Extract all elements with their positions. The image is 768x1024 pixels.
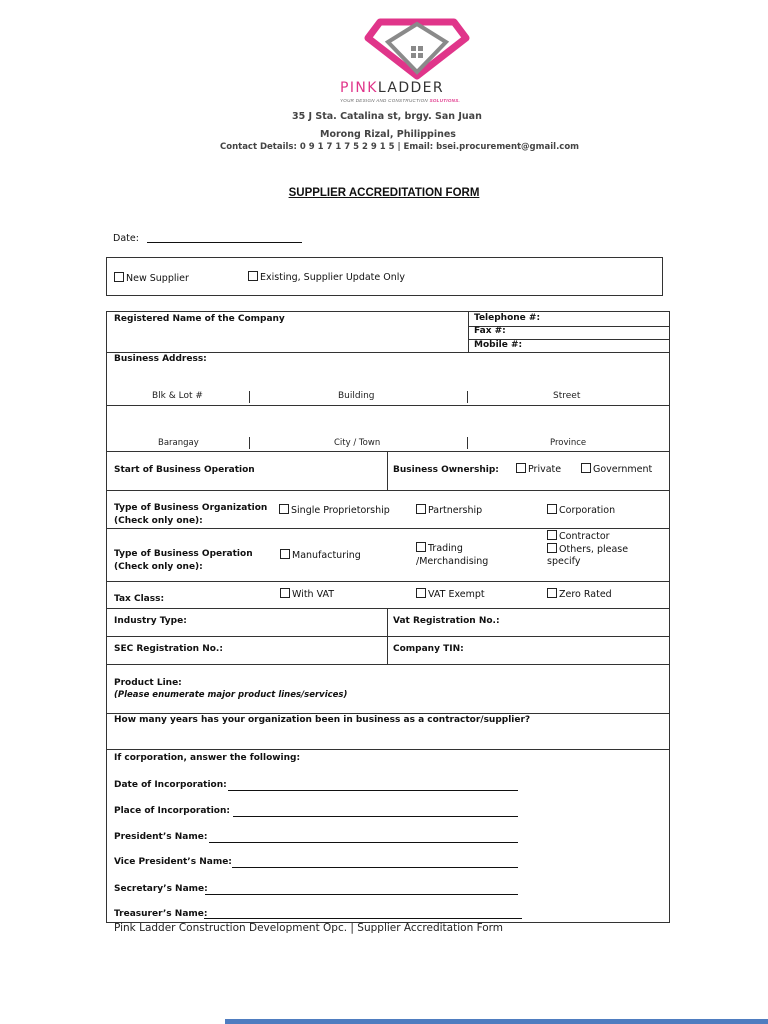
president-label: President’s Name: [114,832,208,842]
place-incorporation-field[interactable] [233,816,518,817]
partnership-checkbox[interactable] [416,504,426,514]
footer-accent-bar [225,1019,768,1024]
vice-president-field[interactable] [232,867,518,868]
others-label: Others, please [559,544,629,555]
with-vat-label: With VAT [292,589,335,600]
treasurer-label: Treasurer’s Name: [114,909,208,919]
date-field[interactable] [147,242,302,243]
corporation-checkbox[interactable] [547,504,557,514]
business-address-label: Business Address: [114,354,207,364]
tagline-text: YOUR DESIGN AND CONSTRUCTION [340,98,428,103]
brand-name [340,80,470,96]
brand-tagline [340,98,460,103]
president-field[interactable] [209,842,518,843]
street-label: Street [553,391,581,401]
vat-exempt-label: VAT Exempt [428,589,485,600]
trading-checkbox[interactable] [416,542,426,552]
op-type-label-1: Type of Business Operation [114,549,253,559]
op-type-label-2: (Check only one): [114,562,203,572]
government-checkbox[interactable] [581,463,591,473]
product-line-note: (Please enumerate major product lines/services) [114,690,348,700]
treasurer-field[interactable] [204,918,522,919]
partnership-label: Partnership [428,505,483,516]
zero-rated-label: Zero Rated [559,589,612,600]
single-proprietorship-checkbox[interactable] [279,504,289,514]
organization-label-1: Type of Business Organization [114,503,268,513]
vat-exempt-checkbox[interactable] [416,588,426,598]
brand-name-pink: PINK [340,80,378,96]
existing-supplier-label: Existing, Supplier Update Only [260,272,406,283]
start-operation-label: Start of Business Operation [114,465,255,475]
manufacturing-label: Manufacturing [292,550,361,561]
telephone-label: Telephone #: [474,313,541,323]
organization-label-2: (Check only one): [114,516,203,526]
registered-name-label: Registered Name of the Company [114,314,285,324]
existing-supplier-option[interactable] [248,271,405,283]
with-vat-checkbox[interactable] [280,588,290,598]
private-label: Private [528,464,562,475]
ownership-label: Business Ownership: [393,465,499,475]
partnership-option[interactable] [416,504,482,516]
government-label: Government [593,464,653,475]
page-footer: Pink Ladder Construction Development Opc. | Supplier Accreditation Form [114,922,504,934]
date-label: Date: [113,233,139,244]
industry-type-label: Industry Type: [114,616,187,626]
vat-registration-label: Vat Registration No.: [393,616,500,626]
secretary-label: Secretary’s Name: [114,884,208,894]
single-proprietorship-option[interactable] [279,504,390,516]
others-checkbox[interactable] [547,543,557,553]
tax-class-label: Tax Class: [114,594,165,604]
contractor-checkbox[interactable] [547,530,557,540]
corporation-label: Corporation [559,505,616,516]
others-option[interactable] [547,543,628,555]
others-label-2: specify [547,556,581,567]
private-option[interactable] [516,463,561,475]
new-supplier-checkbox[interactable] [114,272,124,282]
sec-registration-label: SEC Registration No.: [114,644,223,654]
brand-name-gray: LADDER [377,80,445,96]
blk-lot-label: Blk & Lot # [152,391,203,401]
existing-supplier-checkbox[interactable] [248,271,258,281]
company-tin-label: Company TIN: [393,644,464,654]
corporation-option[interactable] [547,504,615,516]
zero-rated-option[interactable] [547,588,612,600]
corporation-intro: If corporation, answer the following: [114,753,301,763]
contractor-option[interactable] [547,530,610,542]
province-label: Province [550,438,587,448]
single-proprietorship-label: Single Proprietorship [291,505,390,516]
years-in-business-question: How many years has your organization been in business as a contractor/supplier? [114,715,531,725]
private-checkbox[interactable] [516,463,526,473]
contact-details: Contact Details: 0 9 1 7 1 7 5 2 9 1 5 | Email: bsei.procurement@gmail.com [220,142,580,152]
new-supplier-label: New Supplier [126,273,189,284]
tagline-highlight: SOLUTIONS. [429,98,461,103]
barangay-label: Barangay [158,438,199,448]
manufacturing-checkbox[interactable] [280,549,290,559]
place-incorporation-label: Place of Incorporation: [114,806,230,816]
trading-option[interactable] [416,542,463,554]
vice-president-label: Vice President’s Name: [114,857,232,867]
date-incorporation-label: Date of Incorporation: [114,780,227,790]
product-line-label: Product Line: [114,678,182,688]
fax-label: Fax #: [474,326,506,336]
form-title: SUPPLIER ACCREDITATION FORM [288,187,480,199]
date-incorporation-field[interactable] [228,790,518,791]
secretary-field[interactable] [205,894,518,895]
address-line-1: 35 J Sta. Catalina st, brgy. San Juan [292,111,482,122]
with-vat-option[interactable] [280,588,334,600]
address-line-2: Morong Rizal, Philippines [320,129,456,140]
manufacturing-option[interactable] [280,549,361,561]
mobile-label: Mobile #: [474,340,523,350]
vat-exempt-option[interactable] [416,588,485,600]
government-option[interactable] [581,463,652,475]
trading-label: Trading [428,543,463,554]
contractor-label: Contractor [559,531,610,542]
city-label: City / Town [334,438,381,448]
trading-label-2: /Merchandising [416,556,489,567]
zero-rated-checkbox[interactable] [547,588,557,598]
new-supplier-option[interactable] [114,272,189,284]
building-label: Building [338,391,375,401]
